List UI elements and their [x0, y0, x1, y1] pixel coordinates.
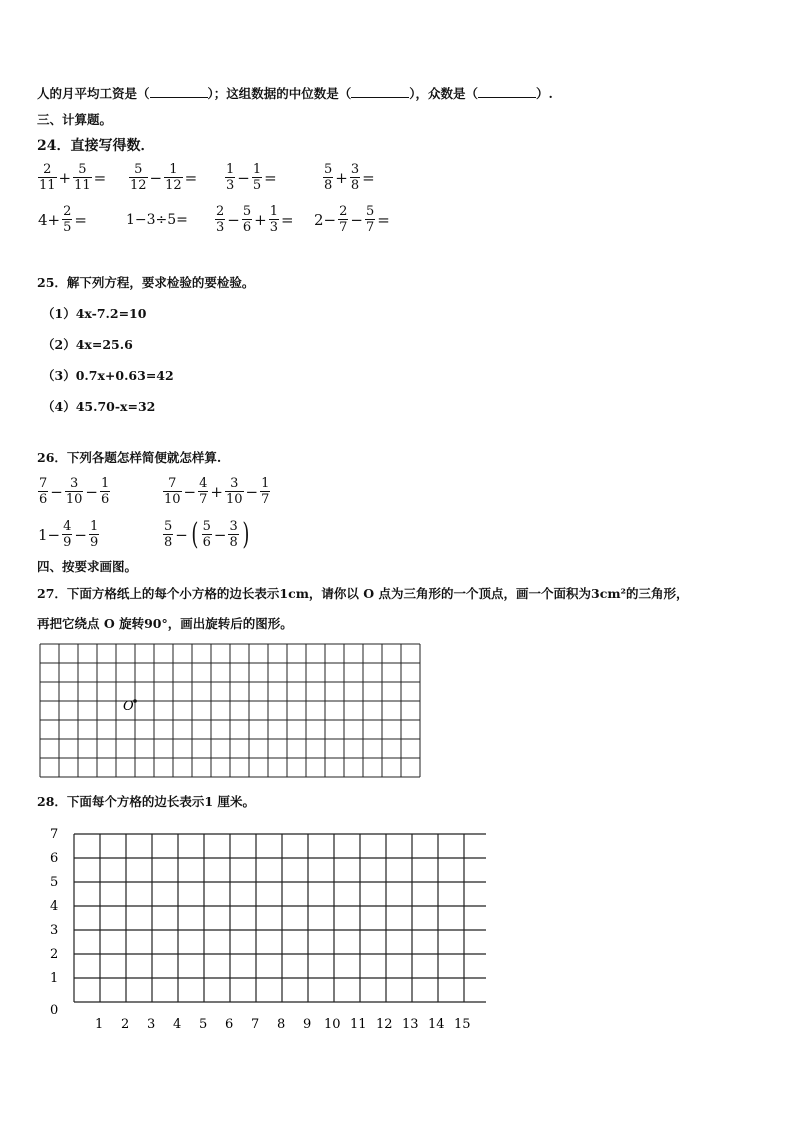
- q26-title: 26．下列各题怎样简便就怎样算.: [37, 450, 222, 465]
- y-tick-label: 3: [50, 923, 59, 938]
- x-tick-label: 3: [147, 1017, 156, 1032]
- x-tick-label: 7: [251, 1017, 260, 1032]
- x-tick-label: 10: [324, 1017, 341, 1032]
- q26-expr-2: $\frac{7}{10}$ − $\frac{4}{7}$ + $\frac{3}{10}$ − $\frac{1}{7}$: [164, 476, 270, 507]
- q24-expr-4: $\frac{5}{8}$ + $\frac{3}{8}$ =: [324, 162, 375, 193]
- q24-expr-5: 4+ $\frac{2}{5}$ =: [38, 204, 87, 235]
- y-tick-label: 1: [50, 971, 59, 986]
- q23-text-4: ）.: [536, 86, 553, 101]
- q23-text-3: ），众数是（: [409, 86, 479, 101]
- x-tick-label: 1: [95, 1017, 104, 1032]
- y-tick-label: 0: [50, 1003, 59, 1018]
- section-4-heading: 四、按要求画图。: [37, 559, 138, 574]
- y-tick-label: 2: [50, 947, 59, 962]
- y-tick-label: 6: [50, 851, 59, 866]
- q23-tail-line: [37, 84, 553, 102]
- answer-blank-2[interactable]: [351, 86, 409, 98]
- q27-line-2: 再把它绕点 O 旋转90°，画出旋转后的图形。: [37, 616, 293, 631]
- x-tick-label: 11: [350, 1017, 367, 1032]
- answer-blank-1[interactable]: [150, 86, 208, 98]
- q25-item-4: （4）45.70-x=32: [42, 399, 156, 414]
- q25-item-3: （3）0.7x+0.63=42: [42, 368, 174, 383]
- q26-expr-4: $\frac{5}{8}$ − ( $\frac{5}{6}$ − $\frac{3}{8}$ ): [164, 516, 250, 552]
- point-o-label: O: [123, 699, 134, 714]
- x-tick-label: 4: [173, 1017, 182, 1032]
- q28-title: 28．下面每个方格的边长表示1 厘米。: [37, 794, 255, 809]
- q27-line-1: 27．下面方格纸上的每个小方格的边长表示1cm，请你以 O 点为三角形的一个顶点，画一个面积为3cm²的三角形，: [37, 586, 689, 601]
- q23-text-2: ）；这组数据的中位数是（: [207, 86, 352, 101]
- q24-expr-8: 2− $\frac{2}{7}$ − $\frac{5}{7}$ =: [314, 204, 390, 235]
- q24-expr-3: $\frac{1}{3}$ − $\frac{1}{5}$ =: [226, 162, 277, 193]
- x-tick-label: 8: [277, 1017, 286, 1032]
- x-tick-label: 12: [376, 1017, 393, 1032]
- x-tick-label: 14: [428, 1017, 445, 1032]
- q26-expr-3: 1− $\frac{4}{9}$ − $\frac{1}{9}$: [38, 519, 99, 550]
- x-tick-label: 15: [454, 1017, 471, 1032]
- x-tick-label: 9: [303, 1017, 312, 1032]
- q25-item-2: （2）4x=25.6: [42, 337, 133, 352]
- q25-item-1: （1）4x-7.2=10: [42, 306, 147, 321]
- x-tick-label: 6: [225, 1017, 234, 1032]
- q26-expr-1: $\frac{7}{6}$ − $\frac{3}{10}$ − $\frac{1}{6}$: [39, 476, 110, 507]
- q24-expr-6: 1−3÷5=: [126, 212, 188, 228]
- x-tick-label: 5: [199, 1017, 208, 1032]
- q24-expr-1: $\frac{2}{11}$ + $\frac{5}{11}$ =: [39, 162, 107, 193]
- answer-blank-3[interactable]: [478, 86, 536, 98]
- q23-text-1: 人的月平均工资是（: [37, 86, 150, 101]
- q24-expr-7: $\frac{2}{3}$ − $\frac{5}{6}$ + $\frac{1}{3}$ =: [216, 204, 294, 235]
- x-tick-label: 13: [402, 1017, 419, 1032]
- q24-title: 24．直接写得数．: [37, 138, 155, 154]
- point-o: [133, 699, 137, 703]
- x-tick-label: 2: [121, 1017, 130, 1032]
- q28-coordinate-grid[interactable]: [40, 826, 486, 1032]
- q25-title: 25．解下列方程，要求检验的要检验。: [37, 275, 255, 290]
- section-3-heading: 三、计算题。: [37, 112, 113, 127]
- y-tick-label: 7: [50, 827, 59, 842]
- q27-square-grid[interactable]: [38, 642, 422, 778]
- q24-expr-2: $\frac{5}{12}$ − $\frac{1}{12}$ =: [130, 162, 198, 193]
- y-tick-label: 5: [50, 875, 59, 890]
- y-tick-label: 4: [50, 899, 59, 914]
